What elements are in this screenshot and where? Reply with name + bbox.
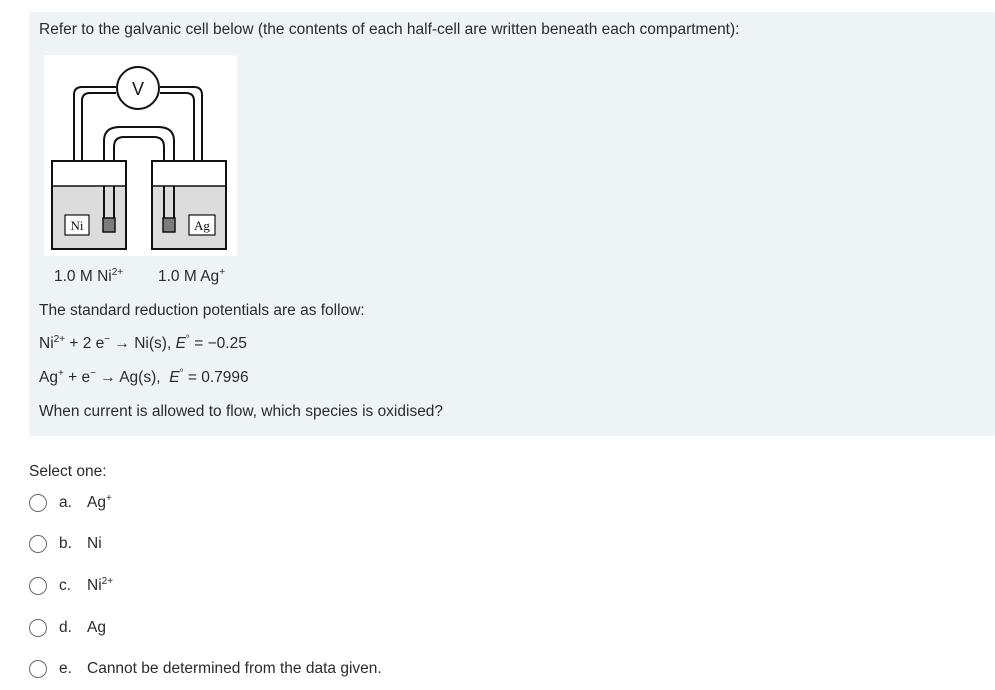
radio-c[interactable] bbox=[29, 577, 47, 595]
option-d[interactable]: d. Ag bbox=[29, 616, 106, 640]
reaction-ag: Ag+ + e− → Ag(s), E° = 0.7996 bbox=[39, 368, 249, 386]
left-electrode-label: Ni bbox=[70, 218, 84, 233]
radio-a[interactable] bbox=[29, 494, 47, 512]
radio-e[interactable] bbox=[29, 660, 47, 678]
right-solution-label: 1.0 M Ag+ bbox=[158, 267, 226, 285]
radio-d[interactable] bbox=[29, 619, 47, 637]
potentials-intro: The standard reduction potentials are as follow: bbox=[39, 302, 365, 319]
question-text-panel bbox=[29, 12, 995, 436]
left-solution-label: 1.0 M $Ni^{2+}$ bbox=[54, 267, 124, 285]
question-prompt: Refer to the galvanic cell below (the contents of each half-cell are written beneath each compartment): bbox=[39, 21, 740, 38]
voltmeter-label: V bbox=[131, 79, 145, 99]
galvanic-cell-figure bbox=[44, 55, 237, 256]
right-electrode-label: Ag bbox=[194, 218, 210, 233]
option-a[interactable]: a. Ag+ bbox=[29, 491, 112, 515]
option-c[interactable]: c. $Ni^{2+}$ bbox=[29, 574, 113, 598]
select-one-label: Select one: bbox=[29, 463, 107, 480]
radio-b[interactable] bbox=[29, 535, 47, 553]
option-b[interactable]: b. Ni bbox=[29, 532, 102, 556]
galvanic-cell-diagram bbox=[44, 55, 237, 256]
question-text: When current is allowed to flow, which species is oxidised? bbox=[39, 403, 444, 420]
option-e[interactable]: e. Cannot be determined from the data given. bbox=[29, 657, 382, 681]
reaction-ni: $Ni^{2+} + 2$ e− → Ni(s), E° = −0.25 bbox=[39, 334, 247, 352]
